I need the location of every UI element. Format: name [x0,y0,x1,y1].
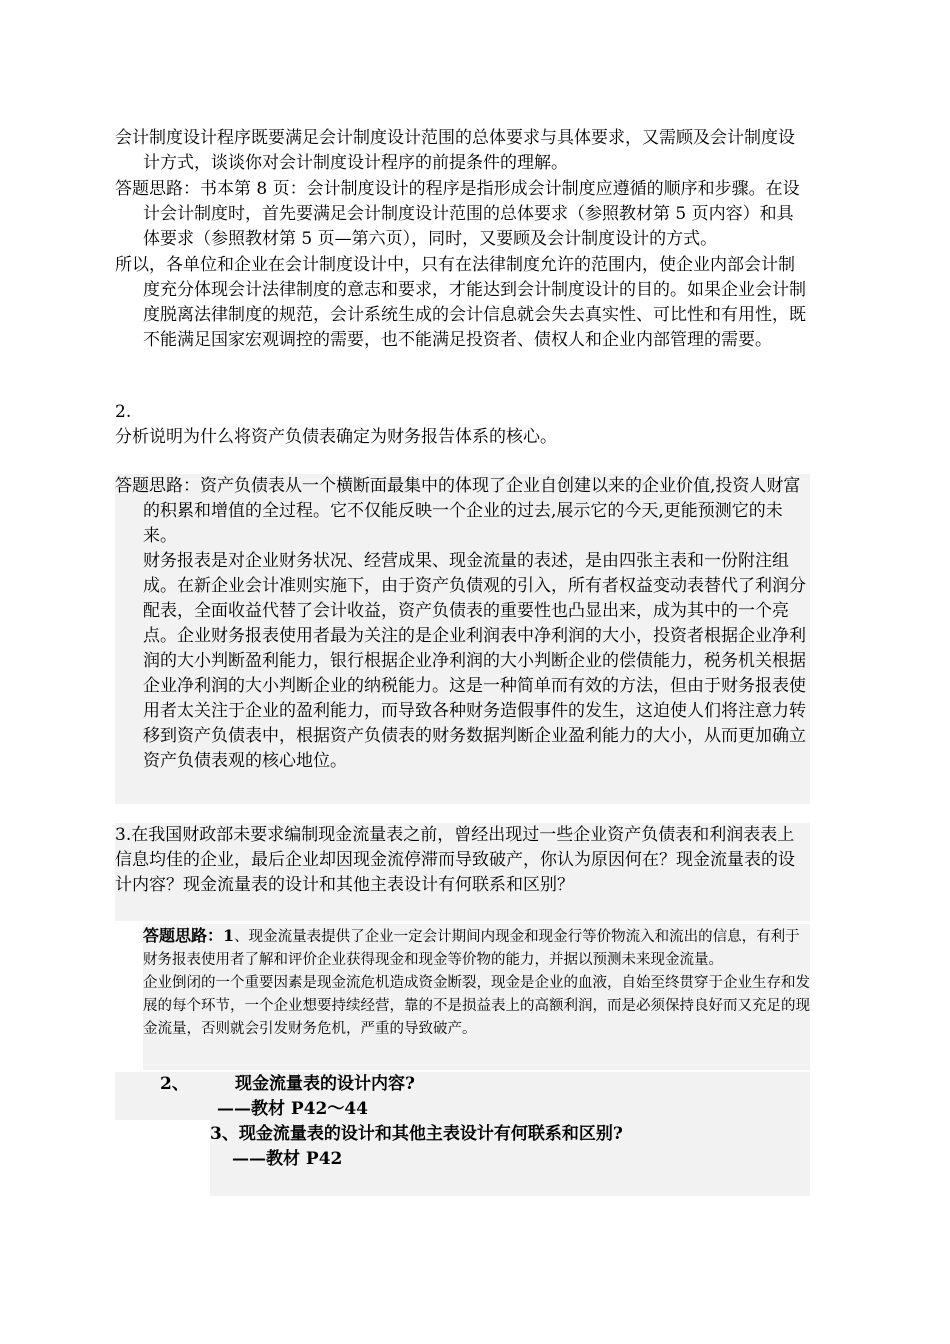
q2-section [115,400,810,450]
q1-conclusion: 所以，各单位和企业在会计制度设计中，只有在法律制度允许的范围内，使企业内部会计制度充分体现会计法律制度的意志和要求，才能达到会计制度设计的目的。如果企业会计制度脱离法律制度的规范，会计系统生成的会计信息就会失去真实性、可比性和有用性，既不能满足国家宏观调控的需要，也不能满足投资者、债权人和企业内部管理的需要。 [115,255,806,350]
q3-item2-section [115,1072,810,1120]
q2-question: 分析说明为什么将资产负债表确定为财务报告体系的核心。 [115,427,557,447]
q3-item2 [160,1072,189,1097]
q2-answer-section [115,474,810,804]
q3-item3-ref: ——教材 P42 [232,1149,343,1169]
q1-section [115,126,810,353]
q3-question: 3.在我国财政部未要求编制现金流量表之前，曾经出现过一些企业资产负债表和利润表表上信息均佳的企业，最后企业却因现金流停滞而导致破产，你认为原因何在？现金流量表的设计内容？现金流量表的设计和其他主表设计有何联系和区别？ [115,825,795,895]
q3-answer-section [143,924,810,1070]
q3-answer-text: 、现金流量表提供了企业一定会计期间内现金和现金行等价物流入和流出的信息，有利于财务报表使用者了解和评价企业获得现金和现金等价物的能力，并据以预测未来现金流量。 [143,929,800,968]
q3-answer [143,924,810,972]
q3-item3-section [210,1120,810,1196]
q2-answer: 答题思路：资产负债表从一个横断面最集中的体现了企业自创建以来的企业价值,投资人财富的积累和增值的全过程。它不仅能反映一个企业的过去,展示它的今天,更能预测它的未来。 [115,476,801,546]
q3-item2-ref: ——教材 P42～44 [217,1099,369,1119]
q1-question: 会计制度设计程序既要满足会计制度设计范围的总体要求与具体要求，又需顾及会计制度设计方式，谈谈你对会计制度设计程序的前提条件的理解。 [115,128,795,173]
q3-answer-label: 答题思路：1 [143,926,235,945]
q2-number: 2. [115,402,132,422]
q3-item2-number: 2、 [160,1074,189,1094]
q1-answer: 答题思路：书本第 8 页：会计制度设计的程序是指形成会计制度应遵循的顺序和步骤。在设计会计制度时，首先要满足会计制度设计范围的总体要求（参照教材第 5 页内容）和具体要求（参照教材第 5 页—第六页），同时，又要顾及会计制度设计的方式。 [115,179,800,249]
q3-question-section [115,823,810,921]
q2-detail: 财务报表是对企业财务状况、经营成果、现金流量的表述，是由四张主表和一份附注组成。在新企业会计准则实施下，由于资产负债观的引入，所有者权益变动表替代了利润分配表，全面收益代替了会计收益，资产负债表的重要性也凸显出来，成为其中的一个亮点。企业财务报表使用者最为关注的是企业利润表中净利润的大小，投资者根据企业净利润的大小判断盈利能力，银行根据企业净利润的大小判断企业的偿债能力，税务机关根据企业净利润的大小判断企业的纳税能力。这是一种简单而有效的方法，但由于财务报表使用者太关注于企业的盈利能力，而导致各种财务造假事件的发生，这迫使人们将注意力转移到资产负债表中，根据资产负债表的财务数据判断企业盈利能力的大小，从而更加确立资产负债表观的核心地位。 [143,551,806,771]
q3-detail: 企业倒闭的一个重要因素是现金流危机造成资金断裂，现金是企业的血液，自始至终贯穿于企业生存和发展的每个环节，一个企业想要持续经营，靠的不是损益表上的高额利润，而是必须保持良好而又充足的现金流量，否则就会引发财务危机，严重的导致破产。 [143,975,810,1037]
q3-item2-text: 现金流量表的设计内容? [235,1074,415,1094]
q3-item3-text: 3、现金流量表的设计和其他主表设计有何联系和区别? [210,1124,623,1144]
